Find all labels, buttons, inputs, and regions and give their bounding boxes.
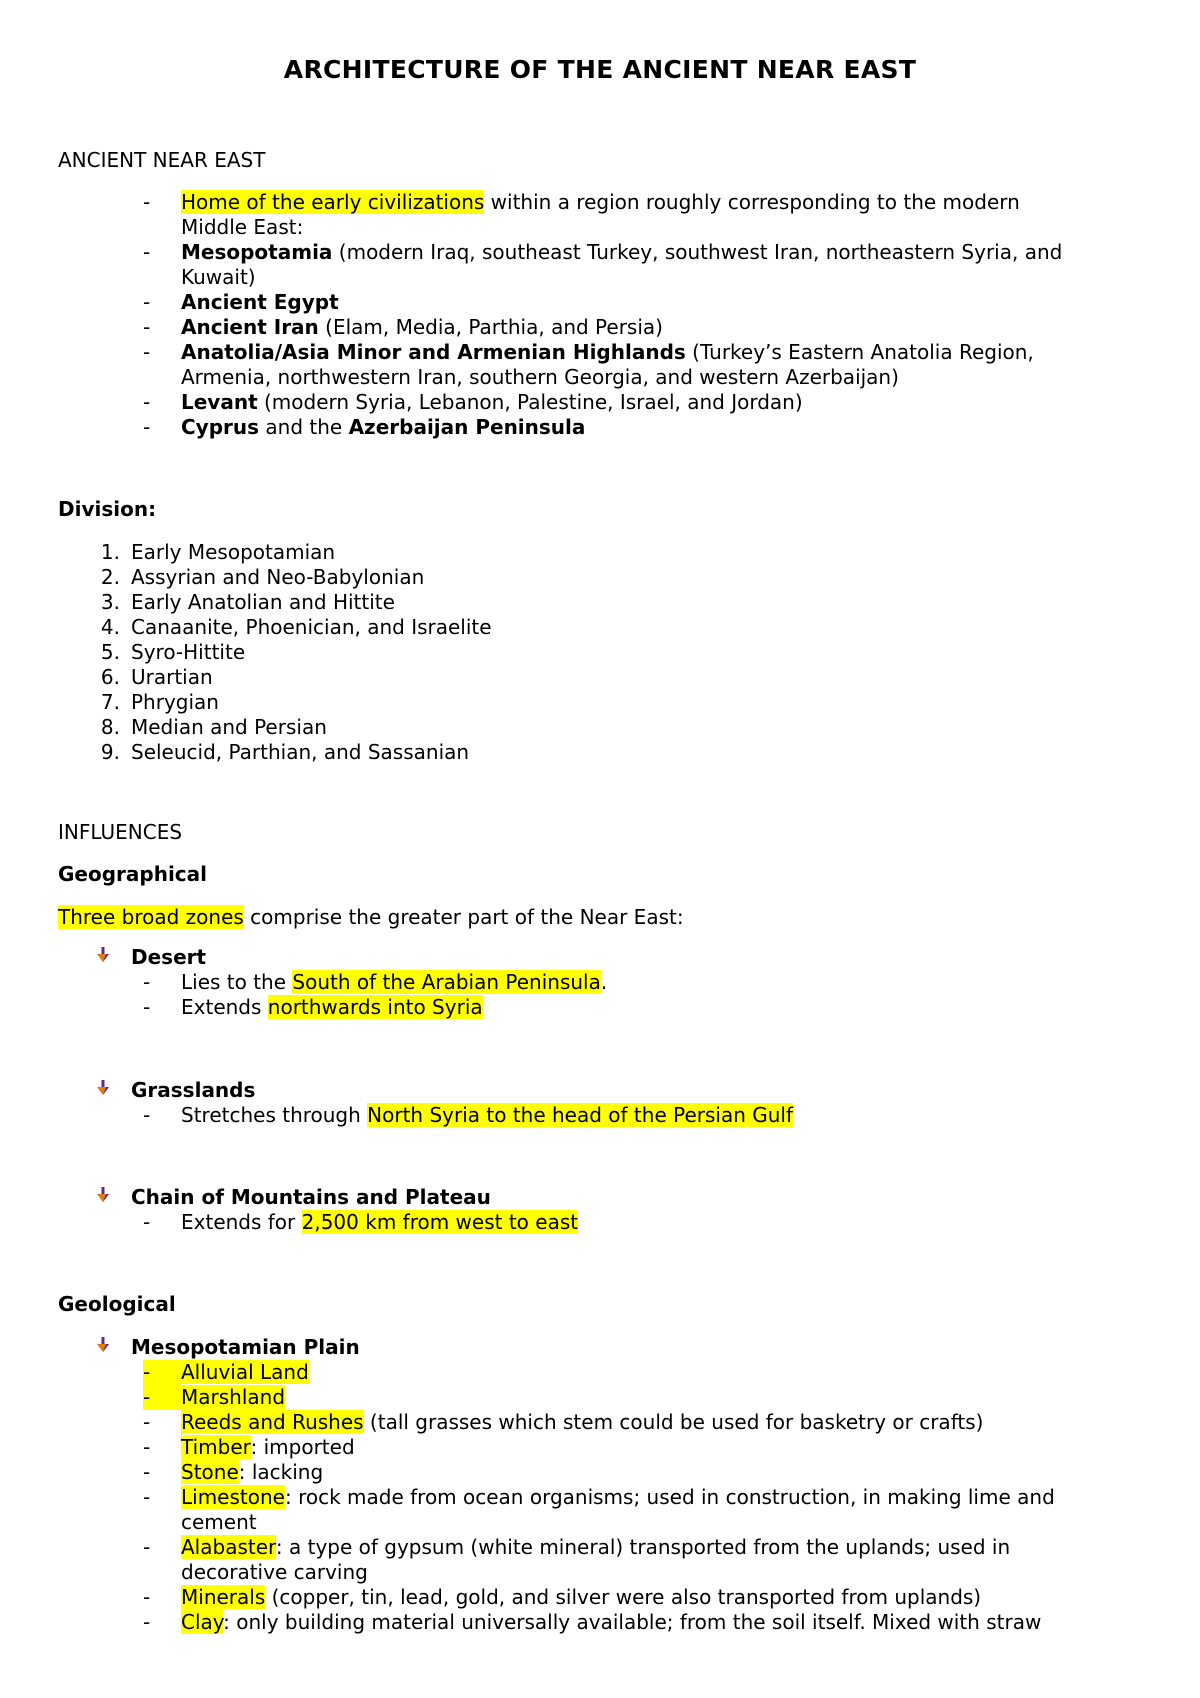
list-item-minerals — [181, 1585, 1141, 1610]
list-item-stone — [181, 1460, 1141, 1485]
bold-text: Anatolia/Asia Minor and Armenian Highlands — [181, 340, 686, 364]
section-heading-division: Division: — [58, 497, 157, 521]
text: : lacking — [238, 1460, 324, 1484]
bold-text: Azerbaijan Peninsula — [348, 415, 586, 439]
division-item-number: 1. — [100, 540, 120, 564]
highlight-text: northwards into Syria — [267, 995, 483, 1019]
division-item: Urartian — [131, 665, 213, 689]
list-item-mountains — [181, 1210, 1141, 1235]
bold-text: Ancient Iran — [181, 315, 319, 339]
division-item: Early Mesopotamian — [131, 540, 336, 564]
zone-title-mountains: Chain of Mountains and Plateau — [131, 1185, 491, 1209]
bold-text: Mesopotamia — [181, 240, 333, 264]
list-item-limestone — [181, 1485, 1141, 1510]
list-item-egypt: Ancient Egypt — [181, 290, 339, 314]
dash-marker: - — [143, 415, 151, 439]
list-item-desert-north — [181, 995, 1141, 1020]
text: (Turkey’s Eastern Anatolia Region, — [685, 340, 1034, 364]
section-heading-influences: INFLUENCES — [58, 820, 183, 844]
arrow-bullet-icon — [94, 1186, 112, 1204]
text: Extends for — [181, 1210, 302, 1234]
text: : imported — [250, 1435, 355, 1459]
list-item-anatolia — [181, 340, 1141, 365]
dash-marker: - — [143, 315, 151, 339]
dash-marker: - — [143, 1410, 151, 1434]
highlight-text: Limestone — [181, 1485, 285, 1509]
zones-intro — [58, 905, 684, 930]
list-item-reeds — [181, 1410, 1141, 1435]
division-item: Canaanite, Phoenician, and Israelite — [131, 615, 492, 639]
text: (copper, tin, lead, gold, and silver were also transported from uplands) — [265, 1585, 982, 1609]
list-item-anatolia-cont: Armenia, northwestern Iran, southern Georgia, and western Azerbaijan) — [181, 365, 899, 389]
text: (tall grasses which stem could be used for basketry or crafts) — [363, 1410, 984, 1434]
highlight-text: 2,500 km from west to east — [301, 1210, 579, 1234]
dash-marker: - — [143, 1460, 151, 1484]
bold-text: Cyprus — [181, 415, 260, 439]
highlight-text: Clay — [181, 1610, 224, 1634]
text: . — [600, 970, 608, 994]
arrow-bullet-icon — [94, 1336, 112, 1354]
text: : only building material universally available; from the soil itself. Mixed with straw — [223, 1610, 1042, 1634]
highlight-text: Minerals — [181, 1585, 266, 1609]
division-item: Phrygian — [131, 690, 219, 714]
dash-marker: - — [143, 390, 151, 414]
dash-marker: - — [143, 1103, 151, 1127]
list-item-mesopotamia — [181, 240, 1141, 265]
page-title: ARCHITECTURE OF THE ANCIENT NEAR EAST — [283, 55, 917, 84]
highlight-text: Reeds and Rushes — [181, 1410, 364, 1434]
division-item-number: 2. — [100, 565, 120, 589]
plain-title: Mesopotamian Plain — [131, 1335, 360, 1359]
zone-title-grasslands: Grasslands — [131, 1078, 256, 1102]
list-item-alabaster-cont: decorative carving — [181, 1560, 368, 1584]
list-item-timber — [181, 1435, 1141, 1460]
division-item: Seleucid, Parthian, and Sassanian — [131, 740, 470, 764]
division-item-number: 7. — [100, 690, 120, 714]
list-item-home-cont: Middle East: — [181, 215, 304, 239]
highlight-text: Timber — [181, 1435, 251, 1459]
text: (modern Syria, Lebanon, Palestine, Israel, and Jordan) — [257, 390, 803, 414]
list-item-alabaster — [181, 1535, 1141, 1560]
highlight-text: Home of the early civilizations — [181, 190, 485, 214]
dash-marker: - — [143, 290, 151, 314]
text: and the — [259, 415, 349, 439]
text: Extends — [181, 995, 268, 1019]
subheading-geological: Geological — [58, 1292, 176, 1316]
arrow-bullet-icon — [94, 1079, 112, 1097]
dash-marker: - — [143, 1435, 151, 1459]
list-item-desert-south — [181, 970, 1141, 995]
dash-marker: - — [143, 1535, 151, 1559]
list-item-marsh — [181, 1385, 1141, 1410]
division-item-number: 5. — [100, 640, 120, 664]
subheading-geographical: Geographical — [58, 862, 208, 886]
division-item-number: 6. — [100, 665, 120, 689]
division-item: Early Anatolian and Hittite — [131, 590, 395, 614]
list-item-home — [181, 190, 1141, 215]
division-item-number: 9. — [100, 740, 120, 764]
division-item-number: 8. — [100, 715, 120, 739]
dash-marker: - — [143, 995, 151, 1019]
list-item-alluvial — [181, 1360, 1141, 1385]
text: within a region roughly corresponding to the modern — [484, 190, 1020, 214]
dash-marker: - — [143, 1585, 151, 1609]
highlight-text: South of the Arabian Peninsula — [292, 970, 601, 994]
bold-text: Levant — [181, 390, 258, 414]
division-item: Assyrian and Neo-Babylonian — [131, 565, 425, 589]
dash-marker: - — [143, 240, 151, 264]
division-item: Median and Persian — [131, 715, 327, 739]
list-item-levant — [181, 390, 1141, 415]
highlight-text: North Syria to the head of the Persian Gulf — [367, 1103, 794, 1127]
section-heading-ancient-near-east: ANCIENT NEAR EAST — [58, 148, 266, 172]
highlight-text: Three broad zones — [58, 905, 244, 929]
highlight-text: Alluvial Land — [181, 1360, 309, 1384]
list-item-cyprus — [181, 415, 1141, 440]
highlight-text: Stone — [181, 1460, 239, 1484]
dash-marker: - — [143, 1610, 151, 1634]
arrow-bullet-icon — [94, 946, 112, 964]
division-item-number: 3. — [100, 590, 120, 614]
dash-marker: - — [143, 190, 151, 214]
zone-title-desert: Desert — [131, 945, 207, 969]
list-item-limestone-cont: cement — [181, 1510, 257, 1534]
list-item-grasslands — [181, 1103, 1141, 1128]
text: comprise the greater part of the Near East: — [243, 905, 684, 929]
text: (modern Iraq, southeast Turkey, southwest Iran, northeastern Syria, and — [332, 240, 1063, 264]
list-item-iran — [181, 315, 1141, 340]
dash-marker: - — [143, 1485, 151, 1509]
text: (Elam, Media, Parthia, and Persia) — [318, 315, 663, 339]
division-item-number: 4. — [100, 615, 120, 639]
text: : a type of gypsum (white mineral) transported from the uplands; used in — [275, 1535, 1011, 1559]
dash-marker: - — [143, 1360, 181, 1385]
list-item-clay — [181, 1610, 1141, 1635]
dash-marker: - — [143, 970, 151, 994]
dash-marker: - — [143, 1385, 181, 1410]
text: Stretches through — [181, 1103, 368, 1127]
division-item: Syro-Hittite — [131, 640, 246, 664]
text: : rock made from ocean organisms; used in construction, in making lime and — [284, 1485, 1055, 1509]
list-item-mesopotamia-cont: Kuwait) — [181, 265, 256, 289]
text: Lies to the — [181, 970, 293, 994]
dash-marker: - — [143, 1210, 151, 1234]
dash-marker: - — [143, 340, 151, 364]
highlight-text: Marshland — [181, 1385, 286, 1409]
highlight-text: Alabaster — [181, 1535, 276, 1559]
